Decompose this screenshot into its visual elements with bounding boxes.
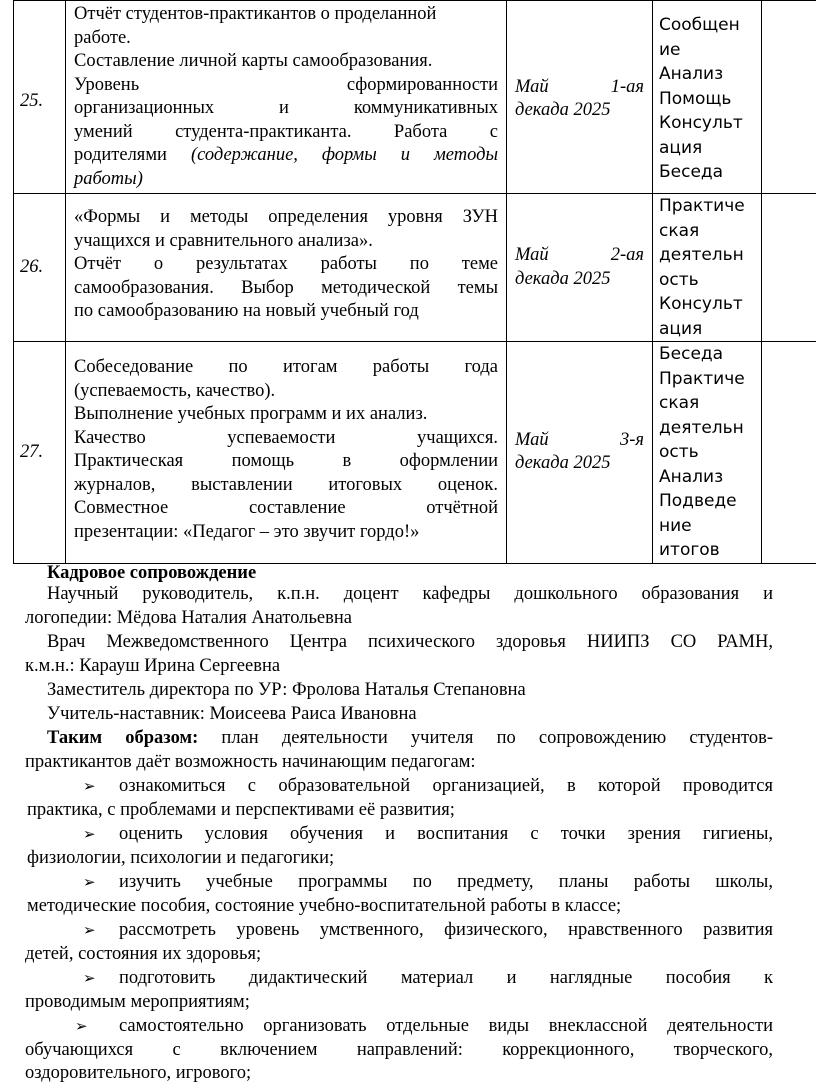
form-line: Консульт xyxy=(659,111,757,136)
bullet-list xyxy=(25,775,773,1087)
list-item xyxy=(25,1015,773,1087)
text-line: оценить условия обучения и воспитания с точки зрения гигиены, xyxy=(25,823,773,847)
date-line: Май 2-ая xyxy=(515,244,644,268)
text-line xyxy=(25,727,773,751)
form-line: Сообщен xyxy=(659,13,757,38)
content-line: Совместное составление отчётной xyxy=(74,497,498,521)
text-line: методические пособия, состояние учебно-воспитательной работы в классе; xyxy=(25,895,773,919)
content-line: (успеваемость, качество). xyxy=(74,380,498,404)
form-line: ация xyxy=(659,136,757,161)
staff-paragraph xyxy=(25,583,773,630)
date-line: декада 2025 xyxy=(515,99,644,123)
row-forms xyxy=(653,1,762,194)
staff-paragraph xyxy=(25,679,773,703)
date-line: декада 2025 xyxy=(515,452,644,476)
text-line: рассмотреть уровень умственного, физического, нравственного развития xyxy=(25,919,773,943)
content-line: работе. xyxy=(74,27,498,51)
content-line: «Формы и методы определения уровня ЗУН xyxy=(74,206,498,230)
list-item xyxy=(25,919,773,967)
form-line: ская xyxy=(659,219,757,244)
table-row xyxy=(14,194,816,342)
text-line: ознакомиться с образовательной организацией, в которой проводится xyxy=(25,775,773,799)
lead-text: план деятельности учителя по сопровождению студентов- xyxy=(198,728,773,748)
form-line: Практиче xyxy=(659,367,757,392)
text-line: практикантов даёт возможность начинающим педагогам: xyxy=(25,751,773,775)
form-line: Анализ xyxy=(659,465,757,490)
arrow-bullet-icon: ➢ xyxy=(83,967,96,991)
empty-cell xyxy=(762,1,816,194)
date-line: декада 2025 xyxy=(515,268,644,292)
form-line: Помощь xyxy=(659,87,757,112)
row-forms xyxy=(653,194,762,342)
row-number: 25. xyxy=(14,1,66,194)
form-line: Практиче xyxy=(659,194,757,219)
date-line: Май 1-ая xyxy=(515,76,644,100)
content-line: Отчёт студентов-практикантов о проделанной xyxy=(74,3,498,27)
section-heading: Кадровое сопровождение xyxy=(47,562,256,586)
table-row xyxy=(14,1,816,194)
arrow-bullet-icon: ➢ xyxy=(83,823,96,847)
text-line: практика, с проблемами и перспективами её развития; xyxy=(25,799,773,823)
content-line: Отчёт о результатах работы по теме xyxy=(74,253,498,277)
form-line: ация xyxy=(659,317,757,342)
row-date xyxy=(507,342,653,564)
content-line: Выполнение учебных программ и их анализ. xyxy=(74,403,498,427)
form-line: ие xyxy=(659,38,757,63)
row-content xyxy=(66,1,507,194)
conclusion-paragraph xyxy=(25,727,773,774)
arrow-bullet-icon: ➢ xyxy=(75,1015,88,1039)
form-line: ская xyxy=(659,391,757,416)
content-line: по самообразованию на новый учебный год xyxy=(74,300,498,324)
form-line: Беседа xyxy=(659,160,757,185)
arrow-bullet-icon: ➢ xyxy=(83,775,96,799)
text-line: изучить учебные программы по предмету, планы работы школы, xyxy=(25,871,773,895)
arrow-bullet-icon: ➢ xyxy=(83,919,96,943)
staff-paragraph xyxy=(25,703,773,727)
row-date xyxy=(507,194,653,342)
content-text: родителями xyxy=(74,145,167,165)
list-item xyxy=(25,775,773,823)
text-line: к.м.н.: Карауш Ирина Сергеевна xyxy=(25,655,773,679)
content-line: организационных и коммуникативных xyxy=(74,97,498,121)
content-line: журналов, выставлении итоговых оценок. xyxy=(74,474,498,498)
text-line: проводимым мероприятиям; xyxy=(25,991,773,1015)
text-line: Заместитель директора по УР: Фролова Наталья Степановна xyxy=(25,679,773,703)
content-line: Уровень сформированности xyxy=(74,74,498,98)
staff-paragraph xyxy=(25,631,773,678)
table-row xyxy=(14,342,816,564)
empty-cell xyxy=(762,194,816,342)
form-line: Беседа xyxy=(659,342,757,367)
form-line: Консульт xyxy=(659,292,757,317)
list-item xyxy=(25,967,773,1015)
form-line: ние xyxy=(659,514,757,539)
content-line: Практическая помощь в оформлении xyxy=(74,450,498,474)
content-line: Качество успеваемости учащихся. xyxy=(74,427,498,451)
form-line: Подведе xyxy=(659,489,757,514)
form-line: итогов xyxy=(659,538,757,563)
form-line: ость xyxy=(659,268,757,293)
content-line: Составление личной карты самообразования. xyxy=(74,50,498,74)
text-line: оздоровительного, игрового; xyxy=(25,1062,773,1086)
row-number: 27. xyxy=(14,342,66,564)
row-forms xyxy=(653,342,762,564)
text-line: физиологии, психологии и педагогики; xyxy=(25,847,773,871)
content-italic: работы) xyxy=(74,168,498,192)
content-line: Собеседование по итогам работы года xyxy=(74,356,498,380)
form-line: ость xyxy=(659,440,757,465)
content-line: презентации: «Педагог – это звучит гордо!» xyxy=(74,521,498,545)
content-line: самообразования. Выбор методической темы xyxy=(74,277,498,301)
list-item xyxy=(25,823,773,871)
row-number: 26. xyxy=(14,194,66,342)
text-line: обучающихся с включением направлений: коррекционного, творческого, xyxy=(25,1039,773,1063)
text-line: подготовить дидактический материал и наглядные пособия к xyxy=(25,967,773,991)
text-line: Учитель-наставник: Моисеева Раиса Ивановна xyxy=(25,703,773,727)
row-content xyxy=(66,194,507,342)
arrow-bullet-icon: ➢ xyxy=(83,871,96,895)
date-line: Май 3-я xyxy=(515,429,644,453)
form-line: Анализ xyxy=(659,62,757,87)
form-line: деятельн xyxy=(659,243,757,268)
plan-table xyxy=(13,0,816,564)
text-line: самостоятельно организовать отдельные виды внеклассной деятельности xyxy=(25,1015,773,1039)
row-content xyxy=(66,342,507,564)
text-line: Научный руководитель, к.п.н. доцент кафедры дошкольного образования и xyxy=(25,583,773,607)
content-line: учащихся и сравнительного анализа». xyxy=(74,230,498,254)
lead-bold: Таким образом: xyxy=(47,728,198,748)
empty-cell xyxy=(762,342,816,564)
content-line: умений студента-практиканта. Работа с xyxy=(74,121,498,145)
text-line: Врач Межведомственного Центра психического здоровья НИИПЗ СО РАМН, xyxy=(25,631,773,655)
text-line: логопедии: Мёдова Наталия Анатольевна xyxy=(25,607,773,631)
content-italic: (содержание, формы и методы xyxy=(167,145,498,165)
list-item xyxy=(25,871,773,919)
text-line: детей, состояния их здоровья; xyxy=(25,943,773,967)
form-line: деятельн xyxy=(659,416,757,441)
row-date xyxy=(507,1,653,194)
content-line xyxy=(74,144,498,168)
